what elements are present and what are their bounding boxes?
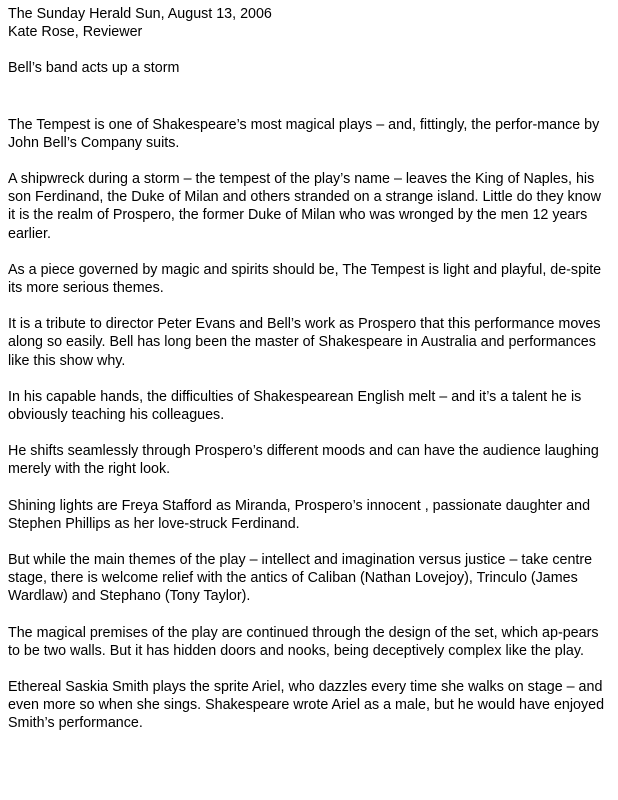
reviewer-line: Kate Rose, Reviewer	[8, 24, 143, 41]
paragraph: It is a tribute to director Peter Evans and Bell’s work as Prospero that this performance moves along so easily. Bell has long been the master of Shakespeare in Australia and performances like this show why.	[8, 316, 601, 369]
paragraph: As a piece governed by magic and spirits should be, The Tempest is light and playful, de-spite its more serious themes.	[8, 261, 602, 297]
paragraph: Ethereal Saskia Smith plays the sprite Ariel, who dazzles every time she walks on stage – and even more so when she sings. Shakespeare wrote Ariel as a male, but he would have enjoyed Smith’s performance.	[8, 679, 605, 732]
paragraph: The Tempest is one of Shakespeare’s most magical plays – and, fittingly, the perfor-mance by John Bell’s Company suits.	[8, 116, 600, 151]
paragraph: The magical premises of the play are continued through the design of the set, which ap-pears to be two walls. But it has hidden doors and nooks, being deceptively complex like the play.	[8, 624, 599, 659]
paragraph: But while the main themes of the play – intellect and imagination versus justice – take centre stage, there is welcome relief with the antics of Caliban (Nathan Lovejoy), Trinculo (James Wardlaw) and Stephano (Tony Taylor).	[8, 552, 593, 605]
paragraph: In his capable hands, the difficulties of Shakespearean English melt – and it’s a talent he is obviously teaching his colleagues.	[8, 388, 582, 424]
paragraph: He shifts seamlessly through Prospero’s different moods and can have the audience laughing merely with the right look.	[8, 443, 599, 478]
paragraph: A shipwreck during a storm – the tempest of the play’s name – leaves the King of Naples, his son Ferdinand, the Duke of Milan and others stranded on a strange island. Little do they know it is the realm of Prospero, the former Duke of Milan who was wronged by the men 12 years earlier.	[8, 171, 601, 242]
review-document	[8, 5, 608, 733]
headline: Bell’s band acts up a storm	[8, 60, 180, 77]
paragraph: Shining lights are Freya Stafford as Miranda, Prospero’s innocent , passionate daughter and Stephen Phillips as her love-struck Ferdinand.	[8, 497, 591, 532]
publication-line: The Sunday Herald Sun, August 13, 2006	[8, 6, 272, 22]
